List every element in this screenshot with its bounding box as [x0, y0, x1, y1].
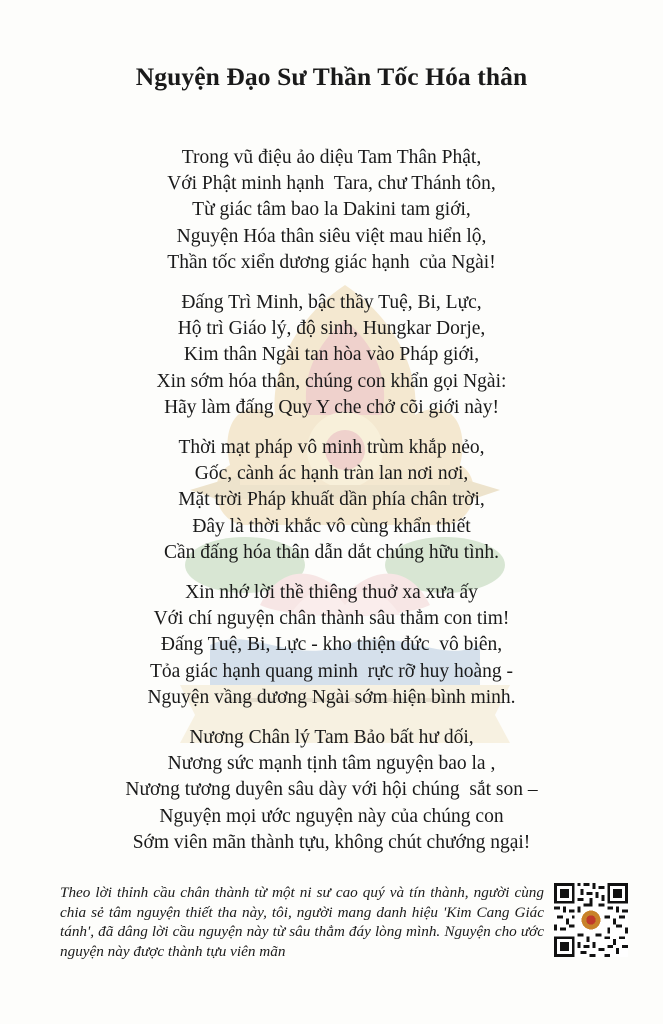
poem-line: Đây là thời khắc vô cùng khẩn thiết: [192, 515, 471, 537]
page-title: Nguyện Đạo Sư Thần Tốc Hóa thân: [135, 62, 528, 91]
stanza-4: [0, 580, 663, 711]
poem-line: Xin nhớ lời thề thiêng thuở xa xưa ấy: [185, 582, 478, 604]
poem-line: Kim thân Ngài tan hòa vào Pháp giới,: [183, 344, 480, 366]
stanza-1: [0, 145, 663, 276]
poem-line: Nguyện Hóa thân siêu việt mau hiển lộ,: [176, 225, 487, 247]
poem-line: Xin sớm hóa thân, chúng con khẩn gọi Ngài:: [156, 370, 507, 392]
poem-line: Từ giác tâm bao la Dakini tam giới,: [192, 199, 471, 221]
poem-line: Với chí nguyện chân thành sâu thẳm con tim!: [153, 608, 510, 630]
poem-line: Nguyện mọi ước nguyện này của chúng con: [159, 805, 504, 827]
poem-line: Nương tương duyên sâu dày với hội chúng sắt son –: [125, 779, 538, 801]
poem-line: Đấng Tuệ, Bi, Lực - kho thiện đức vô biên,: [160, 634, 503, 656]
poem-line: Mặt trời Pháp khuất dần phía chân trời,: [178, 489, 485, 511]
poem-line: Hãy làm đấng Quy Y che chở cõi giới này!: [164, 396, 499, 418]
stanza-2: [0, 290, 663, 421]
poem-line: Nguyện vầng dương Ngài sớm hiện bình minh.: [147, 686, 516, 708]
poem-line: Đấng Trì Minh, bậc thầy Tuệ, Bi, Lực,: [181, 292, 482, 314]
poem-line: Hộ trì Giáo lý, độ sinh, Hungkar Dorje,: [177, 318, 486, 340]
stanza-5: [0, 725, 663, 856]
poem-line: Thời mạt pháp vô minh trùm khắp nẻo,: [178, 437, 485, 459]
poem-line: Cần đấng hóa thân dẫn dắt chúng hữu tình.: [164, 541, 499, 563]
poem-line: Trong vũ điệu ảo diệu Tam Thân Phật,: [181, 147, 482, 168]
poem-line: Sớm viên mãn thành tựu, không chút chướng ngại!: [132, 831, 531, 853]
stanza-3: [0, 435, 663, 566]
poem-line: Nương sức mạnh tịnh tâm nguyện bao la ,: [167, 753, 496, 775]
dedication-note: Theo lời thỉnh cầu chân thành từ một ni sư cao quý và tín thành, người cùng chia sẻ tâm nguyện thiết tha này, tôi, người mang danh hiệu 'Kim Cang Giác tánh', đã dâng lời cầu nguyện này từ sâu thẳm đáy lòng mình. Nguyện cho ước nguyện này được thành tựu viên mãn: [60, 884, 544, 960]
poem-line: Tỏa giác hạnh quang minh rực rỡ huy hoàng -: [149, 660, 514, 682]
qr-code-icon[interactable]: [554, 883, 628, 957]
poem-line: Nương Chân lý Tam Bảo bất hư dối,: [189, 727, 474, 749]
poem-line: Thần tốc xiển dương giác hạnh của Ngài!: [167, 251, 496, 273]
poem: [0, 145, 663, 870]
poem-line: Với Phật minh hạnh Tara, chư Thánh tôn,: [167, 173, 496, 195]
poem-line: Gốc, cành ác hạnh tràn lan nơi nơi,: [194, 463, 469, 485]
